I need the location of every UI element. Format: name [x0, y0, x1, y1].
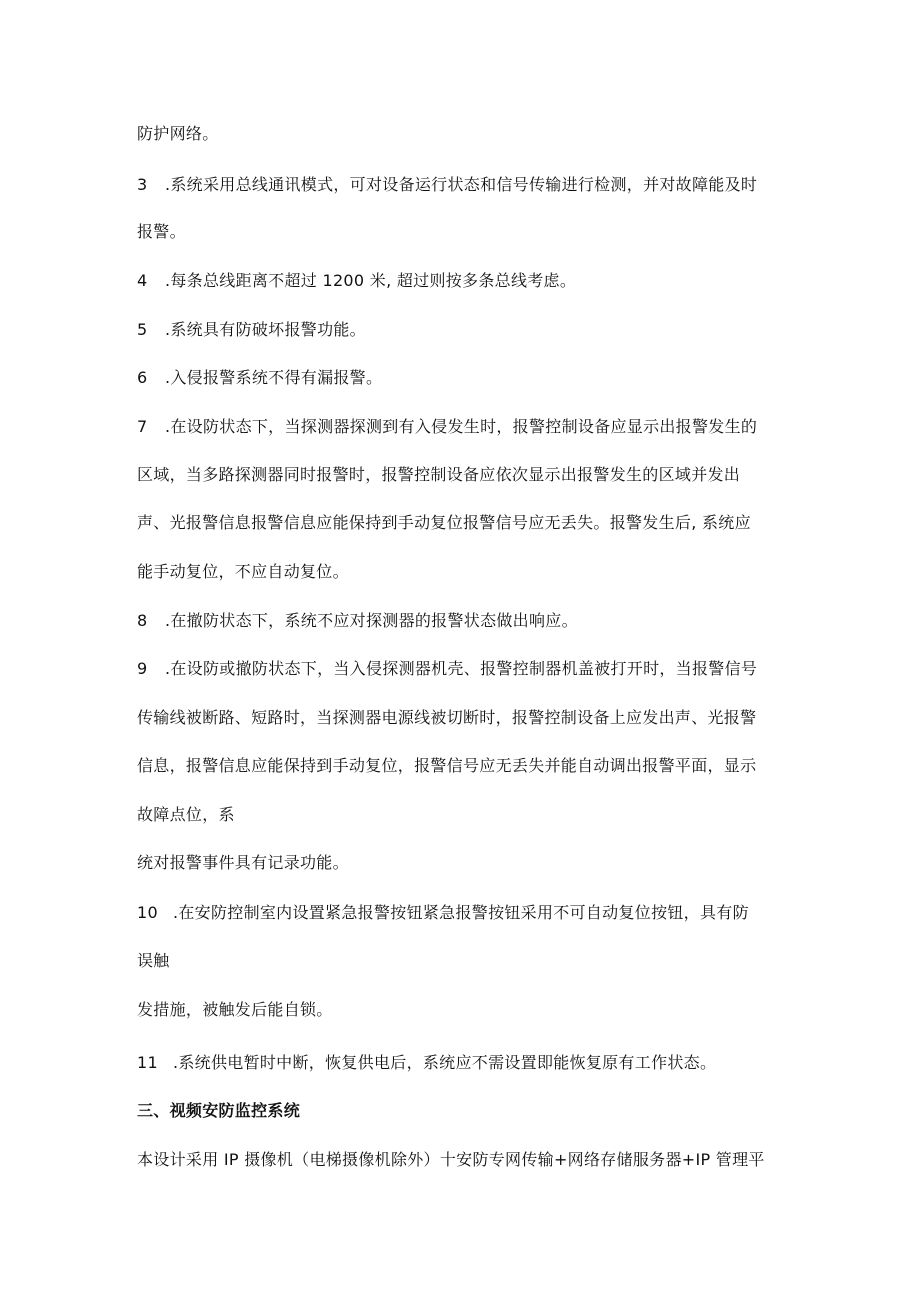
list-item-3: 3 .系统采用总线通讯模式，可对设备运行状态和信号传输进行检测，并对故障能及时 — [137, 175, 758, 194]
list-number: 6 — [137, 368, 148, 387]
text-line: 传输线被断路、短路时，当探测器电源线被切断时，报警控制设备上应发出声、光报警 — [137, 708, 757, 727]
text-line: 声、光报警信息报警信息应能保持到手动复位报警信号应无丢失。报警发生后, 系统应 — [137, 513, 751, 532]
list-item-10: 10 .在安防控制室内设置紧急报警按钮紧急报警按钮采用不可自动复位按钮，具有防 — [137, 903, 749, 922]
text-line: 能手动复位，不应自动复位。 — [137, 562, 349, 581]
list-number: 8 — [137, 611, 148, 630]
list-item-5: 5 .系统具有防破坏报警功能。 — [137, 320, 366, 339]
list-item-8: 8 .在撤防状态下，系统不应对探测器的报警状态做出响应。 — [137, 611, 578, 630]
list-item-11: 11 .系统供电暂时中断，恢复供电后，系统应不需设置即能恢复原有工作状态。 — [137, 1053, 717, 1072]
list-number: 4 — [137, 271, 148, 290]
text-line: 区域，当多路探测器同时报警时，报警控制设备应依次显示出报警发生的区域并发出 — [137, 465, 741, 484]
list-number: 5 — [137, 320, 148, 339]
text-line: 统对报警事件具有记录功能。 — [137, 853, 349, 872]
list-item-7: 7 .在设防状态下，当探测器探测到有入侵发生时，报警控制设备应显示出报警发生的 — [137, 417, 758, 436]
text-line: 误触 — [137, 951, 170, 970]
list-number: 3 — [137, 175, 148, 194]
text-line: 防护网络。 — [137, 124, 219, 143]
text-line: 发措施，被触发后能自锁。 — [137, 1000, 333, 1019]
text-line: 本设计采用 IP 摄像机（电梯摄像机除外）十安防专网传输+网络存储服务器+IP 管理平 — [137, 1150, 765, 1169]
section-heading: 三、视频安防监控系统 — [137, 1101, 301, 1120]
list-number: 7 — [137, 417, 148, 436]
list-item-4: 4 .每条总线距离不超过 1200 米, 超过则按多条总线考虑。 — [137, 271, 577, 290]
text-line: 信息，报警信息应能保持到手动复位，报警信号应无丢失并能自动调出报警平面，显示 — [137, 756, 757, 775]
list-item-6: 6 .入侵报警系统不得有漏报警。 — [137, 368, 383, 387]
list-item-9: 9 .在设防或撤防状态下，当入侵探测器机壳、报警控制器机盖被打开时，当报警信号 — [137, 659, 758, 678]
list-number: 11 — [137, 1053, 158, 1072]
text-line: 报警。 — [137, 222, 186, 241]
list-number: 10 — [137, 903, 158, 922]
list-number: 9 — [137, 659, 148, 678]
text-line: 故障点位，系 — [137, 805, 235, 824]
